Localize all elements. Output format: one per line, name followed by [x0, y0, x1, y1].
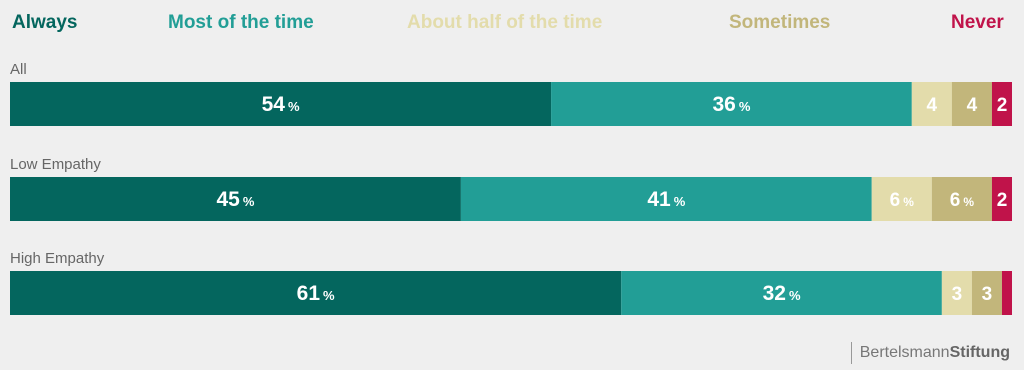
legend-item-always: Always: [12, 12, 78, 33]
data-label: 41 %: [647, 188, 686, 211]
data-label: 54 %: [261, 93, 300, 116]
data-label: 32 %: [762, 282, 801, 305]
legend-item-most-of-the-time: Most of the time: [168, 12, 314, 33]
row-label: Low Empathy: [10, 156, 101, 173]
brand-name-part2: Stiftung: [949, 344, 1010, 361]
row-label: All: [10, 61, 27, 78]
bar-segment: [872, 177, 932, 221]
data-label: 6 %: [949, 190, 975, 211]
data-label: 2: [996, 190, 1008, 211]
data-label: 6 %: [889, 190, 914, 211]
brand-logo: [851, 342, 1010, 364]
bar-segment: [932, 177, 992, 221]
legend-item-never: Never: [951, 12, 1004, 33]
bar-segment: [1002, 271, 1012, 315]
brand-name-part1: Bertelsmann: [859, 344, 950, 361]
data-label: 4: [966, 95, 978, 116]
data-label: 4: [926, 95, 938, 116]
row-label: High Empathy: [10, 250, 105, 267]
legend-item-sometimes: Sometimes: [729, 12, 831, 33]
data-label: 36 %: [712, 93, 751, 116]
data-label: 2: [996, 95, 1008, 116]
brand-divider: [851, 342, 852, 364]
data-label: 3: [981, 284, 993, 305]
data-label: 3: [951, 284, 963, 305]
data-label: 45 %: [216, 188, 255, 211]
legend-item-about-half: About half of the time: [407, 12, 603, 33]
data-label: 61 %: [296, 282, 335, 305]
